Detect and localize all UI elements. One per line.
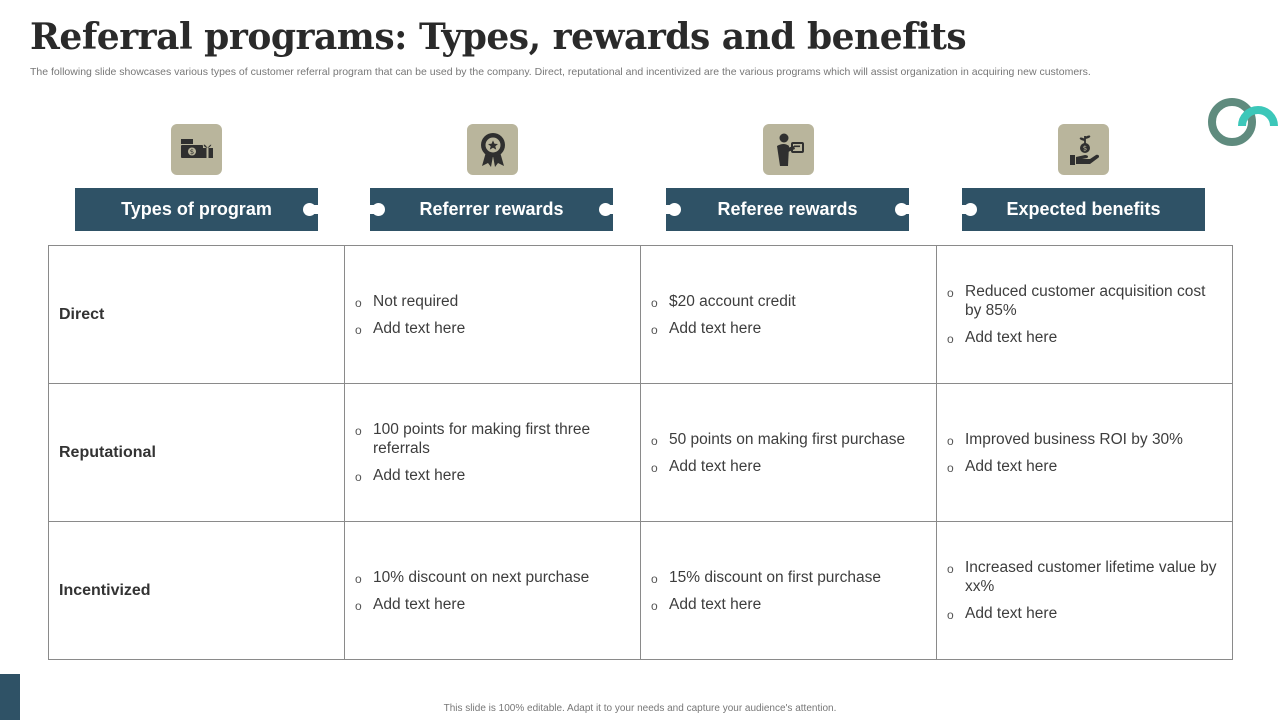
bullet-item: o 15% discount on first purchase <box>651 568 922 587</box>
award-ribbon-icon <box>467 124 518 175</box>
header-expected-benefits: Expected benefits <box>962 188 1205 231</box>
connector-dot <box>964 203 977 216</box>
cell-benefits-direct <box>937 246 1233 384</box>
footer-note: This slide is 100% editable. Adapt it to your needs and capture your audience's attention. <box>443 703 837 714</box>
header-referrer-rewards: Referrer rewards <box>370 188 613 231</box>
bullet-item: o Add text here <box>651 595 922 614</box>
cell-referee-incentivized <box>641 522 937 660</box>
bullet-item: o Increased customer lifetime value by xx% <box>947 558 1218 596</box>
connector-dot <box>372 203 385 216</box>
bullet-item: o 10% discount on next purchase <box>355 568 626 587</box>
hand-plant-coin-icon <box>1058 124 1109 175</box>
svg-text:$: $ <box>1082 144 1087 152</box>
svg-text:$: $ <box>189 147 194 156</box>
bullet-item: o 100 points for making first three referrals <box>355 420 626 458</box>
bullet-item: o Add text here <box>947 604 1218 623</box>
referral-table <box>48 245 1233 660</box>
row-label-reputational: Reputational <box>49 384 345 522</box>
bullet-item: o Add text here <box>947 328 1218 347</box>
money-gift-icon <box>171 124 222 175</box>
bullet-item: o Add text here <box>947 457 1218 476</box>
bullet-item: o Add text here <box>651 457 922 476</box>
connector-link <box>306 205 382 214</box>
brand-logo-icon <box>1208 96 1280 150</box>
bullet-item: o Not required <box>355 292 626 311</box>
person-card-icon <box>763 124 814 175</box>
cell-referee-direct <box>641 246 937 384</box>
cell-benefits-reputational <box>937 384 1233 522</box>
connector-dot <box>895 203 908 216</box>
table-row-reputational <box>49 384 1233 522</box>
connector-dot <box>303 203 316 216</box>
page-subtitle: The following slide showcases various types of customer referral program that can be used by the company. Direct, reputational and incentivized are the various programs which will assist organization in acquiring new customers. <box>30 66 1091 78</box>
cell-referrer-direct <box>345 246 641 384</box>
page-title: Referral programs: Types, rewards and benefits <box>30 16 967 58</box>
bullet-item: o Reduced customer acquisition cost by 85% <box>947 282 1218 320</box>
bullet-item: o Add text here <box>355 595 626 614</box>
row-label-direct: Direct <box>49 246 345 384</box>
header-referee-rewards: Referee rewards <box>666 188 909 231</box>
table-row-direct <box>49 246 1233 384</box>
cell-referrer-incentivized <box>345 522 641 660</box>
bullet-item: o Improved business ROI by 30% <box>947 430 1218 449</box>
bullet-item: o 50 points on making first purchase <box>651 430 922 449</box>
connector-dot <box>668 203 681 216</box>
bullet-item: o Add text here <box>651 319 922 338</box>
bullet-item: o Add text here <box>355 466 626 485</box>
bullet-item: o Add text here <box>355 319 626 338</box>
cell-referrer-reputational <box>345 384 641 522</box>
cell-benefits-incentivized <box>937 522 1233 660</box>
table-row-incentivized <box>49 522 1233 660</box>
connector-link <box>898 205 974 214</box>
row-label-incentivized: Incentivized <box>49 522 345 660</box>
connector-dot <box>599 203 612 216</box>
bullet-item: o $20 account credit <box>651 292 922 311</box>
cell-referee-reputational <box>641 384 937 522</box>
connector-link <box>602 205 678 214</box>
header-types-of-program: Types of program <box>75 188 318 231</box>
